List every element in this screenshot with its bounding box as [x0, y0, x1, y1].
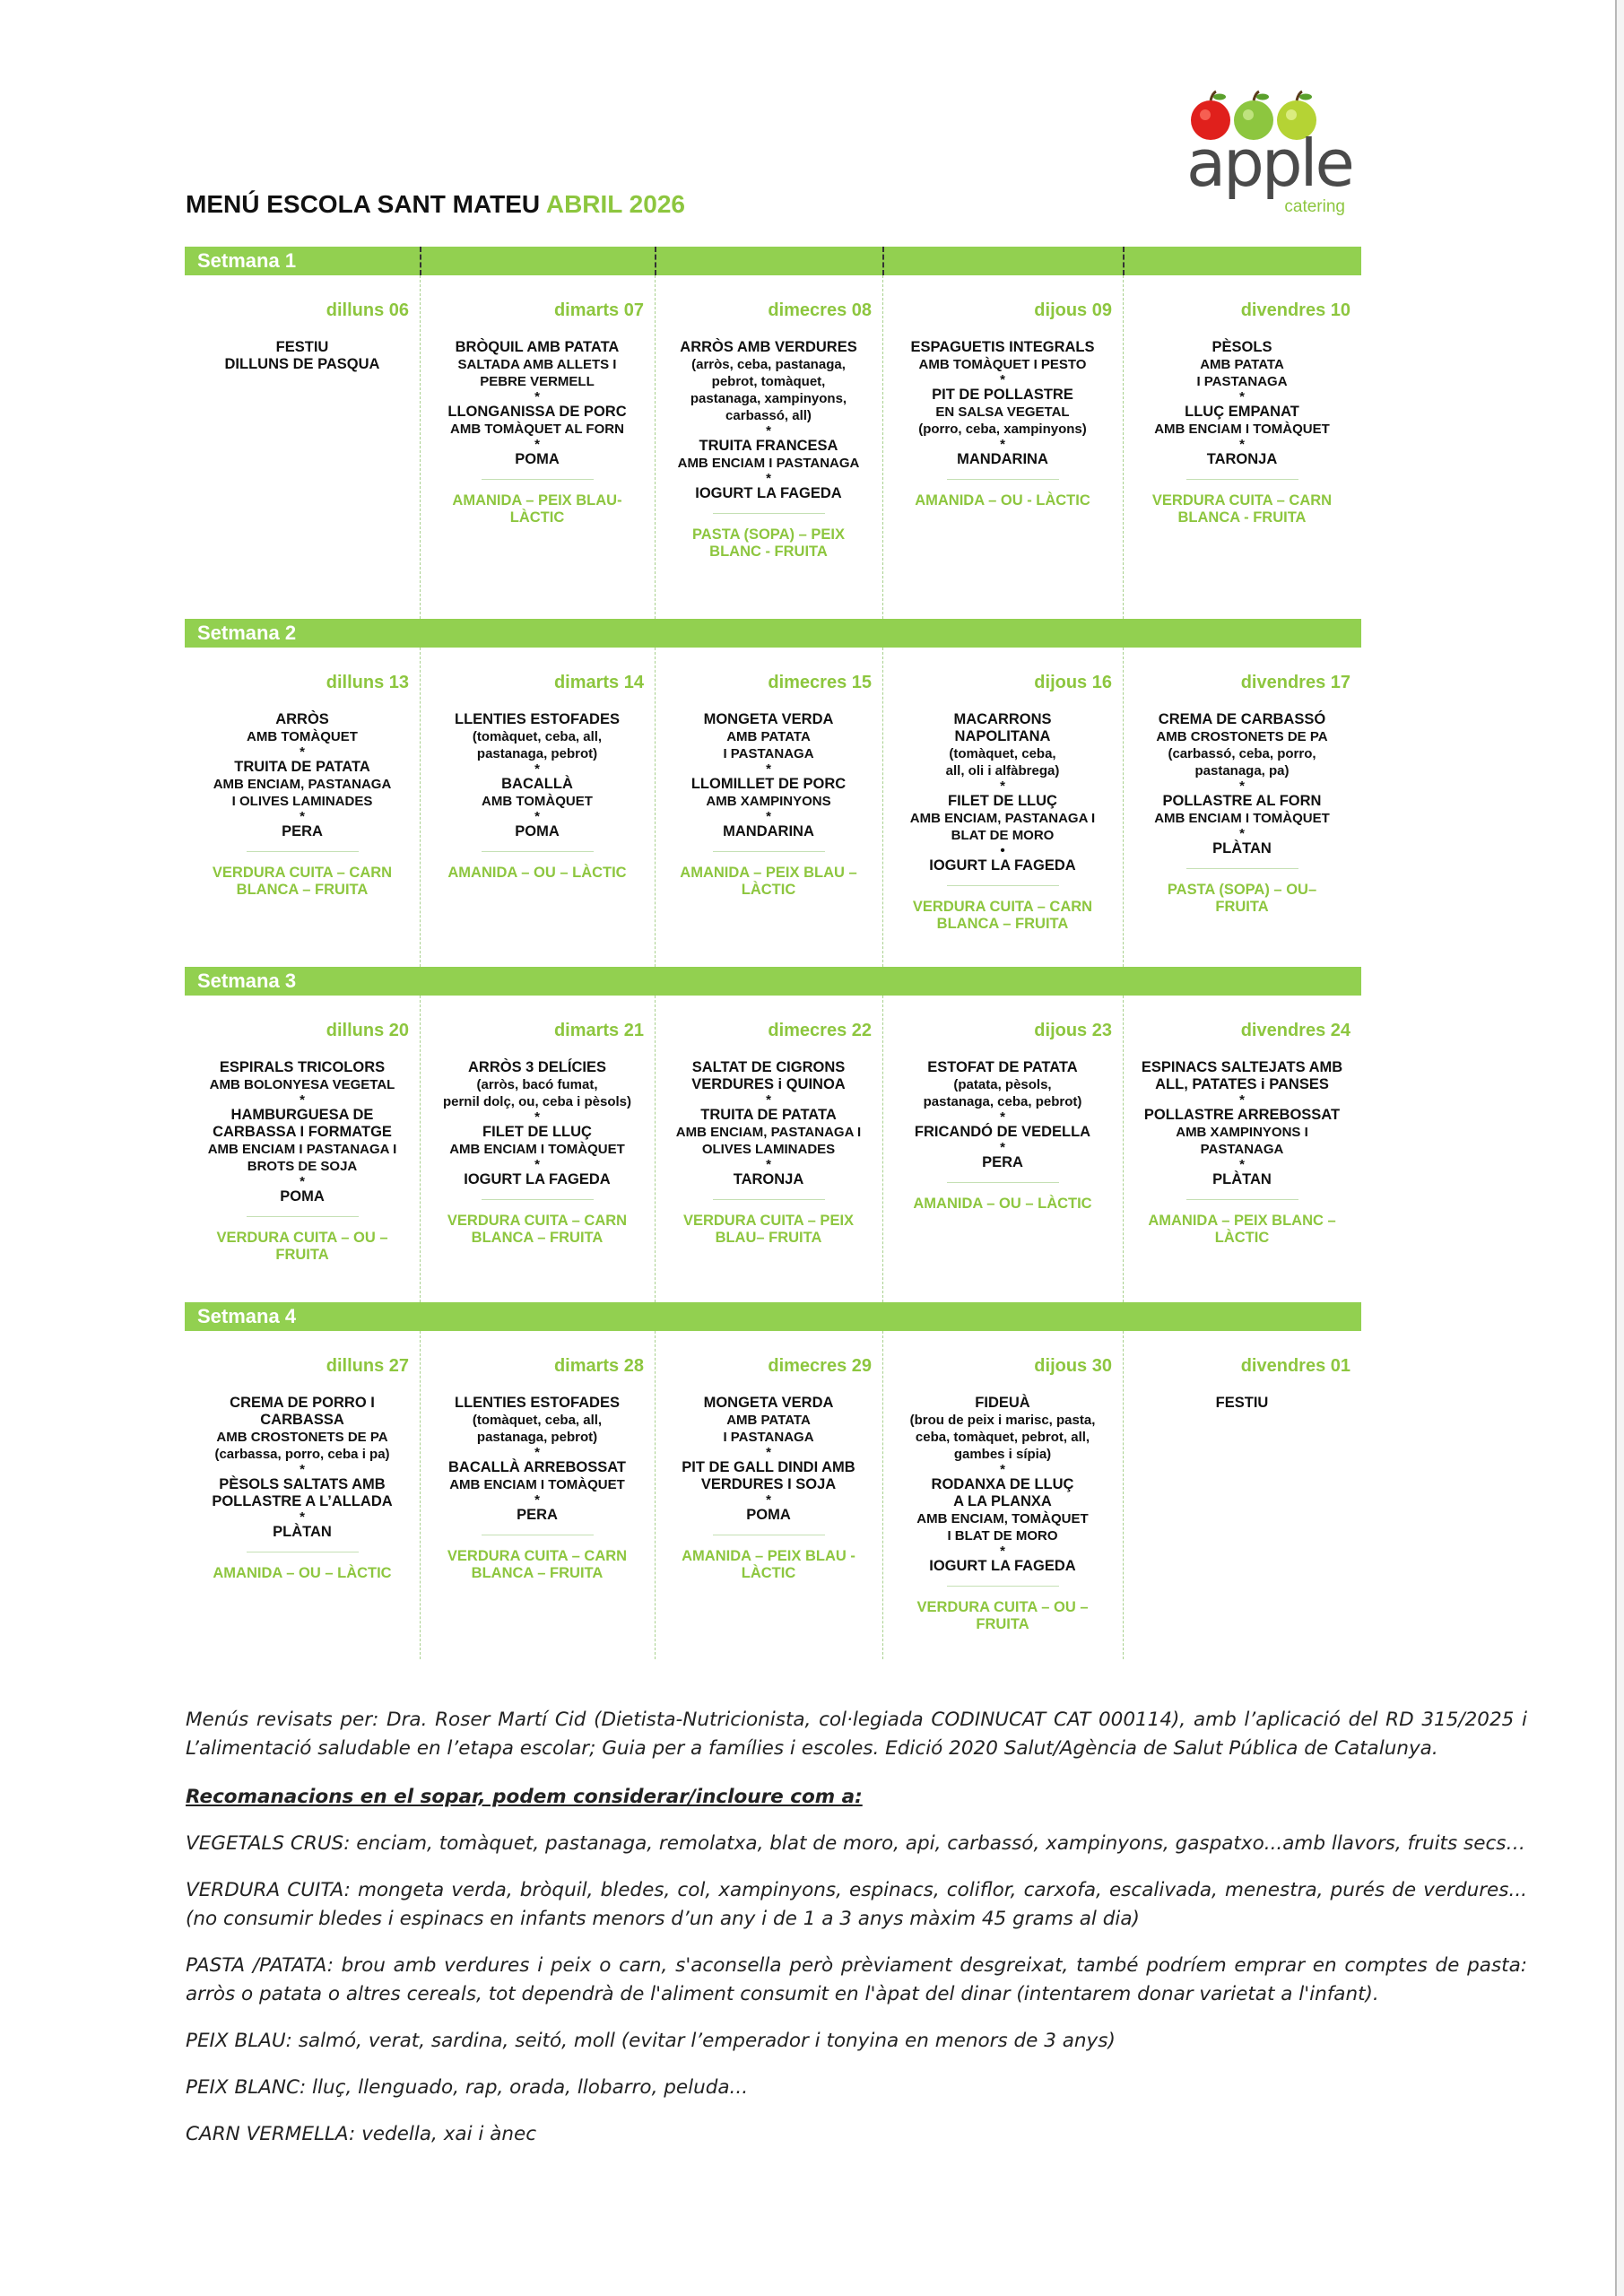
separator-asterisk: * — [1000, 372, 1005, 387]
week-bar-divider — [655, 247, 656, 275]
supper-suggestion: BLANC - FRUITA — [709, 544, 828, 560]
day-dishes — [420, 711, 655, 840]
dish-line: POMA — [515, 823, 560, 839]
separator-asterisk: * — [300, 744, 305, 760]
dish-line: TRUITA FRANCESA — [699, 438, 838, 454]
dish-line: AMB ENCIAM, PASTANAGA I — [909, 811, 1096, 826]
dish-line: CREMA DE CARBASSÓ — [1158, 711, 1326, 727]
dish-line: A LA PLANXA — [953, 1493, 1052, 1509]
revised-by-note: Menús revisats per: Dra. Roser Martí Cid (Dietista-Nutricionista, col·legiada CODINUCAT CAT 000114), amb l’aplicació del RD 315/2025 i L’alimentació saludable en l’etapa escolar; Guia per a famílies i escoles. Edició 2020 Salut/Agència de Salut Pública de Catalunya. — [186, 1709, 1527, 1760]
dish-line: POMA — [746, 1507, 791, 1523]
supper-suggestion: VERDURA CUITA – OU – — [916, 1599, 1089, 1615]
logo-subtitle: catering — [1284, 197, 1345, 216]
day-date: dijous 16 — [1034, 673, 1112, 692]
dish-line: LLENTIES ESTOFADES — [455, 711, 620, 727]
dish-line: CARBASSA — [260, 1412, 344, 1428]
supper-suggestion: AMANIDA – PEIX BLANC – — [1148, 1213, 1336, 1229]
dish-line: FRICANDÓ DE VEDELLA — [914, 1124, 1091, 1140]
dish-line: pastanaga, pebrot) — [476, 1430, 598, 1445]
dish-line: PERA — [982, 1154, 1023, 1170]
dish-line: AMB PATATA — [726, 729, 811, 744]
dish-line: DILLUNS DE PASQUA — [224, 356, 380, 372]
supper-suggestion: AMANIDA – OU – LÀCTIC — [447, 865, 627, 881]
day-date: dimarts 07 — [553, 300, 644, 320]
day-cell — [655, 1021, 882, 1247]
apple-catering-logo — [1184, 90, 1363, 224]
supper-suggestion: VERDURA CUITA – CARN — [447, 1548, 628, 1564]
dish-line: CREMA DE PORRO I — [230, 1395, 375, 1411]
day-dishes — [655, 1059, 882, 1188]
day-dishes — [1123, 711, 1361, 857]
dish-line: I PASTANAGA — [723, 746, 814, 761]
dish-line: AMB PATATA — [726, 1413, 811, 1428]
week-bar-divider — [1123, 247, 1125, 275]
dish-line: POMA — [280, 1188, 325, 1205]
day-cell — [185, 1021, 420, 1264]
week-label: Setmana 4 — [197, 1305, 297, 1327]
dish-line: AMB ENCIAM, TOMÀQUET — [916, 1511, 1089, 1526]
dish-line: ARRÒS — [275, 711, 329, 727]
day-dishes — [655, 711, 882, 840]
supper-separator-line — [713, 851, 825, 852]
separator-asterisk: * — [300, 809, 305, 824]
day-cell — [420, 673, 655, 882]
note-item: VEGETALS CRUS: enciam, tomàquet, pastanaga, remolatxa, blat de moro, api, carbassó, xampinyons, gaspatxo...amb llavors, fruits secs… — [186, 1832, 1525, 1855]
separator-asterisk: * — [300, 1092, 305, 1108]
dish-line: AMB TOMÀQUET — [247, 729, 358, 744]
supper-suggestion: BLANCA – FRUITA — [471, 1565, 604, 1581]
day-cell — [655, 1356, 882, 1582]
dish-line: IOGURT LA FAGEDA — [695, 485, 842, 501]
day-cell — [420, 300, 655, 526]
dish-line: (patata, pèsols, — [953, 1077, 1052, 1092]
day-dishes — [882, 339, 1123, 468]
dish-line: (tomàquet, ceba, all, — [472, 729, 603, 744]
dish-line: ESPAGUETIS INTEGRALS — [910, 339, 1095, 355]
day-date: dilluns 27 — [326, 1356, 409, 1376]
supper-suggestion: LÀCTIC — [741, 882, 796, 898]
separator-asterisk: * — [1239, 778, 1245, 794]
supper-suggestion: AMANIDA – OU – LÀCTIC — [913, 1196, 1092, 1212]
separator-asterisk: * — [766, 809, 771, 824]
supper-suggestion: LÀCTIC — [509, 509, 565, 526]
dish-line: AMB XAMPINYONS I — [1176, 1125, 1308, 1140]
day-dishes — [1123, 339, 1361, 468]
dish-line: LLOMILLET DE PORC — [690, 776, 847, 792]
day-date: dijous 30 — [1034, 1356, 1112, 1376]
dish-line: TRUITA DE PATATA — [700, 1107, 837, 1123]
dish-line: (arròs, bacó fumat, — [476, 1077, 598, 1092]
notes-section — [186, 1706, 1527, 2149]
dish-line: AMB ENCIAM I PASTANAGA I — [207, 1142, 397, 1157]
dish-line: IOGURT LA FAGEDA — [929, 1558, 1076, 1574]
supper-suggestion: BLANCA – FRUITA — [936, 916, 1069, 932]
dish-line: POLLASTRE ARREBOSSAT — [1143, 1107, 1341, 1123]
day-date: dimarts 14 — [553, 673, 644, 692]
supper-suggestion: LÀCTIC — [741, 1565, 796, 1581]
dish-line: AMB ENCIAM I TOMÀQUET — [449, 1142, 625, 1157]
dish-line: ESTOFAT DE PATATA — [927, 1059, 1078, 1075]
dish-line: AMB CROSTONETS DE PA — [1156, 729, 1328, 744]
dish-line: all, oli i alfàbrega) — [945, 763, 1060, 778]
dish-line: I OLIVES LAMINADES — [231, 794, 373, 809]
day-cell — [655, 673, 882, 899]
page-title — [186, 190, 685, 219]
day-dishes — [655, 1395, 882, 1524]
separator-asterisk: * — [766, 1445, 771, 1460]
supper-suggestion: VERDURA CUITA – OU – — [216, 1230, 388, 1246]
day-dishes — [1123, 1059, 1361, 1188]
supper-separator-line — [247, 851, 359, 852]
day-dishes — [185, 711, 420, 840]
dish-line: NAPOLITANA — [954, 728, 1051, 744]
day-date: dilluns 06 — [326, 300, 409, 320]
supper-suggestion: AMANIDA – PEIX BLAU – — [680, 865, 857, 881]
dish-line: PASTANAGA — [1200, 1142, 1284, 1157]
dish-line: I PASTANAGA — [723, 1430, 814, 1445]
day-dishes — [185, 1395, 420, 1541]
dish-line: FILET DE LLUÇ — [482, 1124, 592, 1140]
supper-separator-line — [1186, 868, 1298, 869]
supper-suggestion: FRUITA — [1215, 899, 1269, 915]
week-header-bar — [185, 1302, 1361, 1331]
supper-separator-line — [482, 1199, 594, 1200]
dish-line: TARONJA — [733, 1171, 804, 1187]
dish-line: PIT DE POLLASTRE — [932, 387, 1073, 403]
separator-asterisk: * — [300, 1462, 305, 1477]
dish-line: AMB ENCIAM, PASTANAGA I — [675, 1125, 862, 1140]
title-month: ABRIL 2026 — [545, 190, 685, 218]
dish-line: AMB ENCIAM I PASTANAGA — [677, 456, 860, 471]
day-cell — [1123, 673, 1361, 916]
dish-line: LLUÇ EMPANAT — [1185, 404, 1299, 420]
separator-asterisk: * — [300, 1174, 305, 1189]
supper-suggestion: VERDURA CUITA – CARN — [447, 1213, 628, 1229]
week-header-bar — [185, 247, 1361, 275]
dish-line: AMB ENCIAM, PASTANAGA — [213, 777, 392, 792]
separator-asterisk: * — [300, 1509, 305, 1525]
dish-line: TARONJA — [1206, 451, 1278, 467]
dish-line: pastanaga, xampinyons, — [690, 391, 847, 406]
supper-suggestion: LÀCTIC — [1214, 1230, 1270, 1246]
dish-line: IOGURT LA FAGEDA — [464, 1171, 611, 1187]
dish-line: pebrot, tomàquet, — [711, 374, 826, 389]
note-item: PASTA /PATATA: brou amb verdures i peix o carn, s'aconsella però prèviament desgreixat, també podríem emprar en comptes de pasta: arròs o patata o altres cereals, tot dependrà de l'aliment consumit en l'àpat del dinar (intentarem donar varietat a l'infant). — [186, 1954, 1527, 2005]
separator-asterisk: * — [534, 809, 540, 824]
dish-line: (arròs, ceba, pastanaga, — [691, 357, 846, 372]
day-cell — [882, 673, 1123, 933]
note-item: PEIX BLANC: lluç, llenguado, rap, orada, llobarro, peluda... — [186, 2076, 749, 2099]
separator-asterisk: * — [766, 1492, 771, 1508]
supper-suggestion: AMANIDA – PEIX BLAU- — [452, 492, 622, 509]
day-date: dimecres 08 — [768, 300, 872, 320]
day-dishes — [420, 339, 655, 468]
week-header-bar — [185, 619, 1361, 648]
day-cell — [1123, 300, 1361, 526]
day-cell — [185, 673, 420, 899]
separator-asterisk: * — [1239, 437, 1245, 452]
dish-line: BRÒQUIL AMB PATATA — [455, 339, 620, 355]
note-item: VERDURA CUITA: mongeta verda, bròquil, bledes, col, xampinyons, espinacs, coliflor, carxofa, escalivada, menestra, purés de verdures... (no consumir bledes i espinacs en infants menors d’un any i de 1 a 3 anys màxim 45 grams al dia) — [186, 1879, 1527, 1930]
dish-line: IOGURT LA FAGEDA — [929, 857, 1076, 874]
week-label: Setmana 1 — [197, 249, 297, 272]
dish-line: FIDEUÀ — [975, 1395, 1030, 1411]
dish-line: (tomàquet, ceba, all, — [472, 1413, 603, 1428]
day-date: dimecres 22 — [768, 1021, 872, 1040]
dish-line: CARBASSA I FORMATGE — [213, 1124, 392, 1140]
dish-line: PLÀTAN — [1212, 840, 1272, 857]
dish-line: PÈSOLS — [1211, 339, 1272, 355]
recommendations-title: Recomanacions en el sopar, podem considerar/incloure com a: — [186, 1786, 863, 1808]
day-date: divendres 24 — [1240, 1021, 1350, 1040]
separator-asterisk: * — [534, 1492, 540, 1508]
dish-line: MANDARINA — [957, 451, 1048, 467]
dish-line: PERA — [282, 823, 323, 839]
dish-line: AMB ENCIAM I TOMÀQUET — [1154, 811, 1330, 826]
day-cell — [1123, 1356, 1361, 1412]
dish-line: AMB PATATA — [1200, 357, 1284, 372]
day-date: dimarts 28 — [553, 1356, 644, 1376]
separator-asterisk: * — [534, 389, 540, 404]
dish-line: ESPINACS SALTEJATS AMB — [1141, 1059, 1343, 1075]
title-text: MENÚ ESCOLA SANT MATEU — [186, 190, 541, 218]
week-label: Setmana 3 — [197, 970, 297, 992]
dish-line: gambes i sípia) — [953, 1447, 1052, 1462]
day-cell — [882, 1356, 1123, 1633]
day-date: dimecres 29 — [768, 1356, 872, 1376]
separator-asterisk: * — [534, 1445, 540, 1460]
separator-asterisk: * — [1000, 1544, 1005, 1559]
day-date: dimarts 21 — [553, 1021, 644, 1040]
day-cell — [882, 300, 1123, 509]
supper-separator-line — [247, 1216, 359, 1217]
supper-suggestion: VERDURA CUITA – CARN — [212, 865, 393, 881]
separator-asterisk: * — [766, 471, 771, 486]
dish-line: AMB ENCIAM I TOMÀQUET — [449, 1477, 625, 1492]
dish-line: pastanaga, pebrot) — [476, 746, 598, 761]
supper-separator-line — [947, 479, 1059, 480]
dish-line: BACALLÀ — [501, 776, 573, 792]
dish-line: SALTAT DE CIGRONS — [691, 1059, 846, 1075]
supper-suggestion: BLANCA – FRUITA — [236, 882, 369, 898]
week-label: Setmana 2 — [197, 622, 297, 644]
dish-line: FESTIU — [1215, 1395, 1269, 1411]
separator-asterisk: * — [1239, 1157, 1245, 1172]
day-cell — [185, 1356, 420, 1582]
dish-line: LLONGANISSA DE PORC — [447, 404, 627, 420]
separator-asterisk: * — [1000, 1109, 1005, 1125]
day-date: dilluns 13 — [326, 673, 409, 692]
dish-line: POLLASTRE AL FORN — [1162, 793, 1322, 809]
dish-line: MANDARINA — [723, 823, 814, 839]
day-dishes — [882, 1059, 1123, 1171]
separator-asterisk: * — [534, 761, 540, 777]
separator-asterisk: * — [534, 437, 540, 452]
supper-suggestion: BLANCA – FRUITA — [471, 1230, 604, 1246]
dish-line: BLAT DE MORO — [951, 828, 1055, 843]
dish-line: HAMBURGUESA DE — [230, 1107, 374, 1123]
day-cell — [882, 1021, 1123, 1213]
supper-suggestion: VERDURA CUITA – PEIX — [682, 1213, 855, 1229]
dish-line: BROTS DE SOJA — [247, 1159, 358, 1174]
dish-line: pastanaga, pa) — [1194, 763, 1290, 778]
supper-separator-line — [482, 479, 594, 480]
dish-line: AMB TOMÀQUET — [482, 794, 593, 809]
separator-asterisk: * — [766, 1157, 771, 1172]
dish-line: FILET DE LLUÇ — [948, 793, 1057, 809]
supper-suggestion: PASTA (SOPA) – PEIX — [692, 526, 845, 543]
dish-line: MONGETA VERDA — [703, 1395, 834, 1411]
day-date: divendres 01 — [1240, 1356, 1350, 1376]
day-dishes — [420, 1059, 655, 1188]
dish-line: LLENTIES ESTOFADES — [455, 1395, 620, 1411]
day-date: divendres 10 — [1240, 300, 1350, 320]
day-dishes — [882, 711, 1123, 874]
supper-suggestion: PASTA (SOPA) – OU– — [1167, 882, 1317, 898]
dish-line: (carbassó, ceba, porro, — [1168, 746, 1316, 761]
supper-separator-line — [947, 885, 1059, 886]
day-cell — [420, 1356, 655, 1582]
dish-line: ARRÒS AMB VERDURES — [680, 339, 857, 355]
dish-line: PLÀTAN — [273, 1524, 332, 1540]
day-cell — [185, 300, 420, 373]
week-bar-divider — [420, 247, 421, 275]
day-cell — [655, 300, 882, 561]
dish-line: AMB ENCIAM I TOMÀQUET — [1154, 422, 1330, 437]
dish-line: TRUITA DE PATATA — [234, 759, 370, 775]
dish-line: MACARRONS — [953, 711, 1052, 727]
note-item: CARN VERMELLA: vedella, xai i ànec — [186, 2123, 537, 2145]
dish-line: BACALLÀ ARREBOSSAT — [448, 1459, 626, 1475]
dish-line: ESPIRALS TRICOLORS — [219, 1059, 386, 1075]
dish-line: PIT DE GALL DINDI AMB — [682, 1459, 855, 1475]
supper-separator-line — [947, 1182, 1059, 1183]
dish-line: ALL, PATATES i PANSES — [1155, 1076, 1329, 1092]
separator-asterisk: * — [766, 761, 771, 777]
week-header-bar — [185, 967, 1361, 996]
separator-asterisk: * — [1239, 826, 1245, 841]
dish-line: PERA — [517, 1507, 558, 1523]
separator-asterisk: * — [766, 1092, 771, 1108]
separator-asterisk: * — [534, 1109, 540, 1125]
day-dishes — [185, 1059, 420, 1205]
dish-line: AMB CROSTONETS DE PA — [216, 1430, 388, 1445]
dish-line: FESTIU — [275, 339, 329, 355]
supper-suggestion: BLANCA - FRUITA — [1177, 509, 1307, 526]
supper-suggestion: VERDURA CUITA – CARN — [912, 899, 1093, 915]
supper-separator-line — [1186, 479, 1298, 480]
supper-suggestion: FRUITA — [976, 1616, 1029, 1632]
dish-line: OLIVES LAMINADES — [701, 1142, 836, 1157]
separator-bullet: • — [1000, 843, 1005, 858]
page-edge — [1615, 0, 1624, 2296]
separator-asterisk: * — [1239, 1092, 1245, 1108]
day-dishes — [185, 339, 420, 373]
dish-line: MONGETA VERDA — [703, 711, 834, 727]
dish-line: AMB TOMÀQUET I PESTO — [918, 357, 1087, 372]
day-date: dijous 09 — [1034, 300, 1112, 320]
day-date: dimecres 15 — [768, 673, 872, 692]
supper-separator-line — [713, 513, 825, 514]
dish-line: pernil dolç, ou, ceba i pèsols) — [442, 1094, 632, 1109]
supper-suggestion: AMANIDA – OU – LÀCTIC — [213, 1565, 392, 1581]
separator-asterisk: * — [1000, 1140, 1005, 1155]
day-cell — [420, 1021, 655, 1247]
day-cell — [1123, 1021, 1361, 1247]
dish-line: ceba, tomàquet, pebrot, all, — [915, 1430, 1090, 1445]
dish-line: (tomàquet, ceba, — [949, 746, 1056, 761]
dish-line: I PASTANAGA — [1196, 374, 1288, 389]
day-date: divendres 17 — [1240, 673, 1350, 692]
supper-suggestion: BLAU– FRUITA — [715, 1230, 822, 1246]
dish-line: I BLAT DE MORO — [947, 1528, 1058, 1544]
dish-line: SALTADA AMB ALLETS I — [457, 357, 617, 372]
supper-suggestion: AMANIDA – OU - LÀCTIC — [915, 492, 1090, 509]
separator-asterisk: * — [1239, 389, 1245, 404]
dish-line: (porro, ceba, xampinyons) — [918, 422, 1087, 437]
dish-line: PÈSOLS SALTATS AMB — [219, 1476, 386, 1492]
dish-line: AMB TOMÀQUET AL FORN — [450, 422, 624, 437]
supper-separator-line — [482, 851, 594, 852]
day-dishes — [420, 1395, 655, 1524]
dish-line: AMB XAMPINYONS — [706, 794, 831, 809]
supper-separator-line — [1186, 1199, 1298, 1200]
note-item: PEIX BLAU: salmó, verat, sardina, seitó, moll (evitar l’emperador i tonyina en menors de 3 anys) — [186, 2030, 1116, 2052]
dish-line: POLLASTRE A L’ALLADA — [212, 1493, 393, 1509]
separator-asterisk: * — [1000, 1462, 1005, 1477]
dish-line: carbassó, all) — [725, 408, 812, 423]
day-dishes — [882, 1395, 1123, 1575]
separator-asterisk: * — [1000, 778, 1005, 794]
day-dishes — [655, 339, 882, 502]
day-date: dilluns 20 — [326, 1021, 409, 1040]
dish-line: VERDURES i QUINOA — [691, 1076, 846, 1092]
dish-line: (carbassa, porro, ceba i pa) — [214, 1447, 390, 1462]
logo-wordmark: apple — [1186, 126, 1352, 201]
supper-separator-line — [713, 1199, 825, 1200]
dish-line: PEBRE VERMELL — [480, 374, 595, 389]
supper-separator-line — [947, 1586, 1059, 1587]
dish-line: pastanaga, ceba, pebrot) — [923, 1094, 1082, 1109]
dish-line: PLÀTAN — [1212, 1171, 1272, 1187]
dish-line: ARRÒS 3 DELÍCIES — [467, 1059, 607, 1075]
separator-asterisk: * — [1000, 437, 1005, 452]
week-bar-divider — [882, 247, 884, 275]
dish-line: RODANXA DE LLUÇ — [931, 1476, 1074, 1492]
separator-asterisk: * — [766, 423, 771, 439]
supper-suggestion: FRUITA — [275, 1247, 329, 1263]
supper-suggestion: AMANIDA – PEIX BLAU - — [682, 1548, 855, 1564]
dish-line: AMB BOLONYESA VEGETAL — [209, 1077, 395, 1092]
dish-line: EN SALSA VEGETAL — [935, 404, 1070, 420]
dish-line: VERDURES I SOJA — [700, 1476, 837, 1492]
dish-line: POMA — [515, 451, 560, 467]
supper-suggestion: VERDURA CUITA – CARN — [1151, 492, 1333, 509]
separator-asterisk: * — [534, 1157, 540, 1172]
day-dishes — [1123, 1395, 1361, 1412]
day-date: dijous 23 — [1034, 1021, 1112, 1040]
dish-line: (brou de peix i marisc, pasta, — [909, 1413, 1096, 1428]
